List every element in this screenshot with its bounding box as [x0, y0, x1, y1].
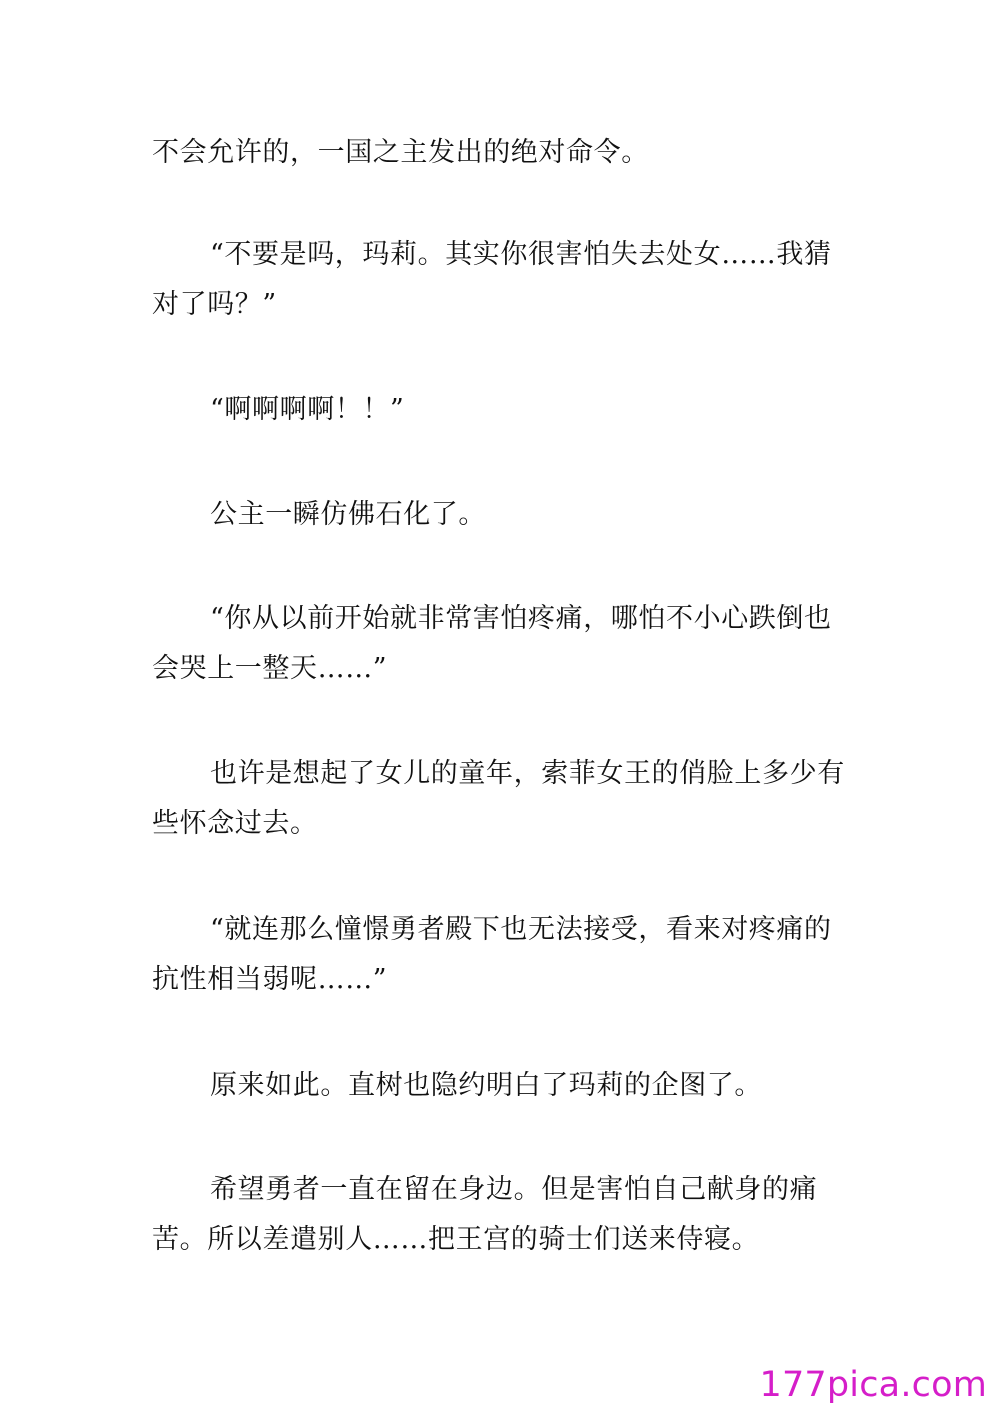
- paragraph-6: 也许是想起了女儿的童年，索菲女王的俏脸上多少有些怀念过去。: [152, 758, 845, 839]
- paragraph-1: 不会允许的，一国之主发出的绝对命令。: [152, 137, 649, 168]
- paragraph-7: “就连那么憧憬勇者殿下也无法接受，看来对疼痛的抗性相当弱呢……”: [152, 914, 832, 995]
- watermark: 177pica.com: [759, 1365, 987, 1405]
- paragraph-5: “你从以前开始就非常害怕疼痛，哪怕不小心跌倒也会哭上一整天……”: [152, 603, 832, 684]
- paragraph-4: 公主一瞬仿佛石化了。: [210, 499, 486, 530]
- paragraph-8: 原来如此。直树也隐约明白了玛莉的企图了。: [210, 1070, 762, 1101]
- paragraph-9: 希望勇者一直在留在身边。但是害怕自己献身的痛苦。所以差遣别人……把王宫的骑士们送来侍寝。: [152, 1174, 818, 1255]
- paragraph-3: “啊啊啊啊！！”: [210, 394, 405, 425]
- paragraph-2: “不要是吗，玛莉。其实你很害怕失去处女……我猜对了吗？”: [152, 239, 832, 320]
